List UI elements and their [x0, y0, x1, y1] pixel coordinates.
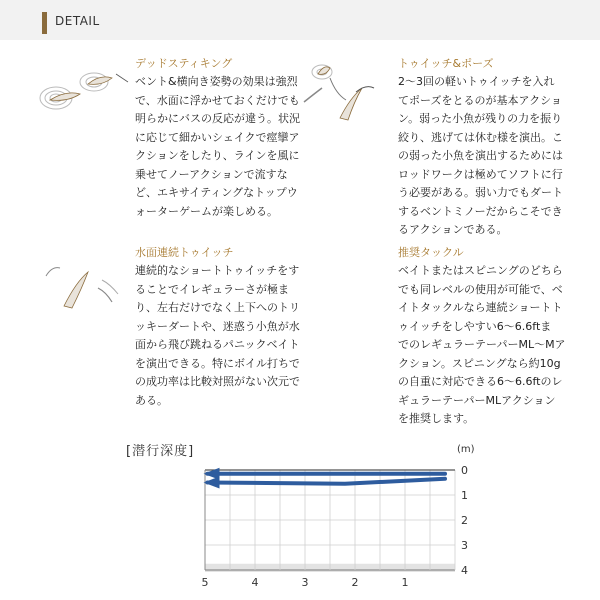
text-line: り、左右だけでなく上下へのトリ [135, 301, 300, 314]
depth-line-retrieve-lower [208, 479, 446, 484]
chart-title: [潜行深度] [126, 444, 195, 459]
text-line: ベイトまたはスピニングのどちら [398, 264, 563, 277]
header-title: DETAIL [55, 14, 100, 28]
text-line: 面から飛び跳ねるパニックベイト [135, 338, 300, 351]
text-line: てポーズをとるのが基本アクショ [398, 93, 562, 107]
text-line: クション。スピニングなら約10g [398, 356, 561, 370]
x-tick-label: 4 [251, 576, 259, 589]
text-line: 2～3回の軽いトゥイッチを入れ [398, 75, 555, 88]
text-line: イトタックルなら連続ショートト [398, 301, 563, 314]
text-line: ロッドワークは極めてソフトに行 [398, 167, 563, 181]
depth-arrowhead-retrieve-lower [204, 477, 220, 489]
text-line: を演出できる。特にボイル打ちで [135, 356, 300, 370]
text-line: ある。 [135, 393, 168, 407]
text-line: ォーターゲームが楽しめる。 [135, 204, 278, 218]
text-line: う必要がある。弱い力でもダート [398, 186, 563, 199]
text-line: 連続的なショートトゥイッチをす [135, 264, 300, 277]
y-axis-unit: (m) [457, 444, 475, 455]
section-title: 水面連続トゥイッチ [135, 246, 234, 259]
text-line: るアクションである。 [398, 223, 508, 236]
x-tick-label: 2 [351, 576, 359, 589]
text-line: ン。弱った小魚が残りの力を振り [398, 112, 563, 125]
text-line: ることでイレギュラーさが極ま [135, 282, 289, 296]
text-line: でのレギュラーテーパーML～Mア [398, 338, 566, 351]
text-line: ど、エキサイティングなトップウ [135, 186, 298, 199]
y-tick-label: 3 [461, 539, 468, 552]
text-line: でも同レベルの使用が可能で、ベ [398, 282, 563, 296]
text-line: するベントミノーだからこそでき [398, 204, 563, 218]
y-tick-label: 1 [461, 489, 468, 502]
text-line: の成功率は比較対照がない次元で [135, 375, 300, 388]
text-line: 明らかにバスの反応が違う。状況 [135, 112, 300, 125]
text-line: クションをしたり、ラインを風に [135, 149, 300, 162]
text-line: に応じて細かいシェイクで痙攣ア [135, 130, 300, 144]
y-tick-label: 4 [461, 564, 468, 577]
text-line: で、水面に浮かせておくだけでも [135, 93, 300, 107]
text-line: 絞り、逃げては休む様を演出。こ [398, 130, 563, 144]
text-line: ベント&横向き姿勢の効果は強烈 [135, 75, 298, 88]
text-line: の自重に対応できる6～6.6ftのレ [398, 375, 563, 388]
text-line: 乗せてノーアクションで流すな [135, 167, 288, 181]
section-title: トゥイッチ&ポーズ [398, 57, 494, 70]
text-line: を推奨します。 [398, 412, 475, 425]
y-tick-label: 2 [461, 514, 468, 527]
text-line: ゥイッチをしやすい6～6.6ftま [398, 319, 552, 333]
text-line: ッキーダートや、迷惑う小魚が水 [135, 319, 300, 333]
x-tick-label: 5 [201, 576, 209, 589]
section-title: デッドスティキング [135, 57, 233, 70]
section-title: 推奨タックル [398, 246, 464, 259]
x-tick-label: 3 [301, 576, 309, 589]
y-tick-label: 0 [461, 464, 468, 477]
text-line: の弱った小魚を演出するためには [398, 149, 563, 162]
x-tick-label: 1 [401, 576, 409, 589]
text-line: ギュラーテーパーMLアクション [398, 393, 556, 407]
